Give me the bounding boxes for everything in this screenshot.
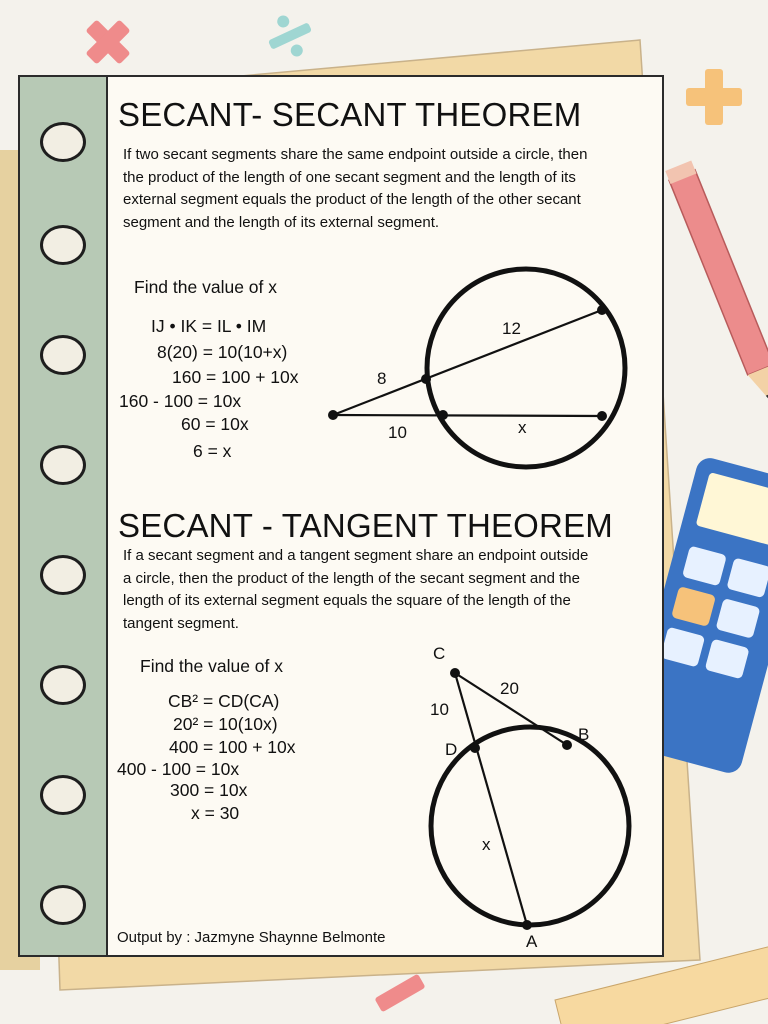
- theorem2-step: x = 30: [191, 803, 240, 823]
- label-10: 10: [430, 700, 449, 719]
- label-a: A: [526, 932, 538, 951]
- theorem2-step: 400 = 100 + 10x: [169, 737, 296, 757]
- label-c: C: [433, 644, 446, 663]
- label-8: 8: [377, 369, 387, 388]
- label-x: x: [482, 835, 491, 854]
- theorem2-step: 400 - 100 = 10x: [117, 759, 240, 779]
- theorem1-step: 6 = x: [193, 441, 232, 461]
- theorem2-prompt: Find the value of x: [140, 656, 283, 676]
- theorem1-step: 8(20) = 10(10+x): [157, 342, 288, 362]
- theorem2-step: CB² = CD(CA): [168, 691, 280, 711]
- point-b-dot: [562, 740, 572, 750]
- theorem1-step: 160 - 100 = 10x: [119, 391, 242, 411]
- theorem2-title: SECANT - TANGENT THEOREM: [118, 507, 613, 544]
- label-20: 20: [500, 679, 519, 698]
- circle-shape: [431, 727, 629, 925]
- theorem1-step: IJ • IK = IL • IM: [151, 316, 267, 336]
- theorem2-description: If a secant segment and a tangent segment share an endpoint outside a circle, then the product of the length of the secant segment and the length of its external segment equals the square of the length of the tangent segment.: [123, 547, 589, 632]
- theorem2-step: 20² = 10(10x): [173, 714, 278, 734]
- theorem1-step: 160 = 100 + 10x: [172, 367, 299, 387]
- label-12: 12: [502, 319, 521, 338]
- label-10: 10: [388, 423, 407, 442]
- point-c-dot: [450, 668, 460, 678]
- author-credit: Output by : Jazmyne Shaynne Belmonte: [117, 929, 386, 946]
- point-d-dot: [470, 743, 480, 753]
- point-a-dot: [522, 920, 532, 930]
- theorem1-step: 60 = 10x: [181, 414, 249, 434]
- theorem1-title: SECANT- SECANT THEOREM: [118, 96, 582, 133]
- theorem1-description: If two secant segments share the same endpoint outside a circle, then the product of the length of one secant segment and the length of its external segment equals the product of the length of the other secant segment and the length of its external segment.: [123, 146, 588, 231]
- label-d: D: [445, 740, 458, 759]
- secant-line: [455, 673, 527, 925]
- label-b: B: [578, 725, 590, 744]
- theorem1-prompt: Find the value of x: [134, 277, 277, 297]
- label-x: x: [518, 418, 527, 437]
- theorem2-step: 300 = 10x: [170, 780, 248, 800]
